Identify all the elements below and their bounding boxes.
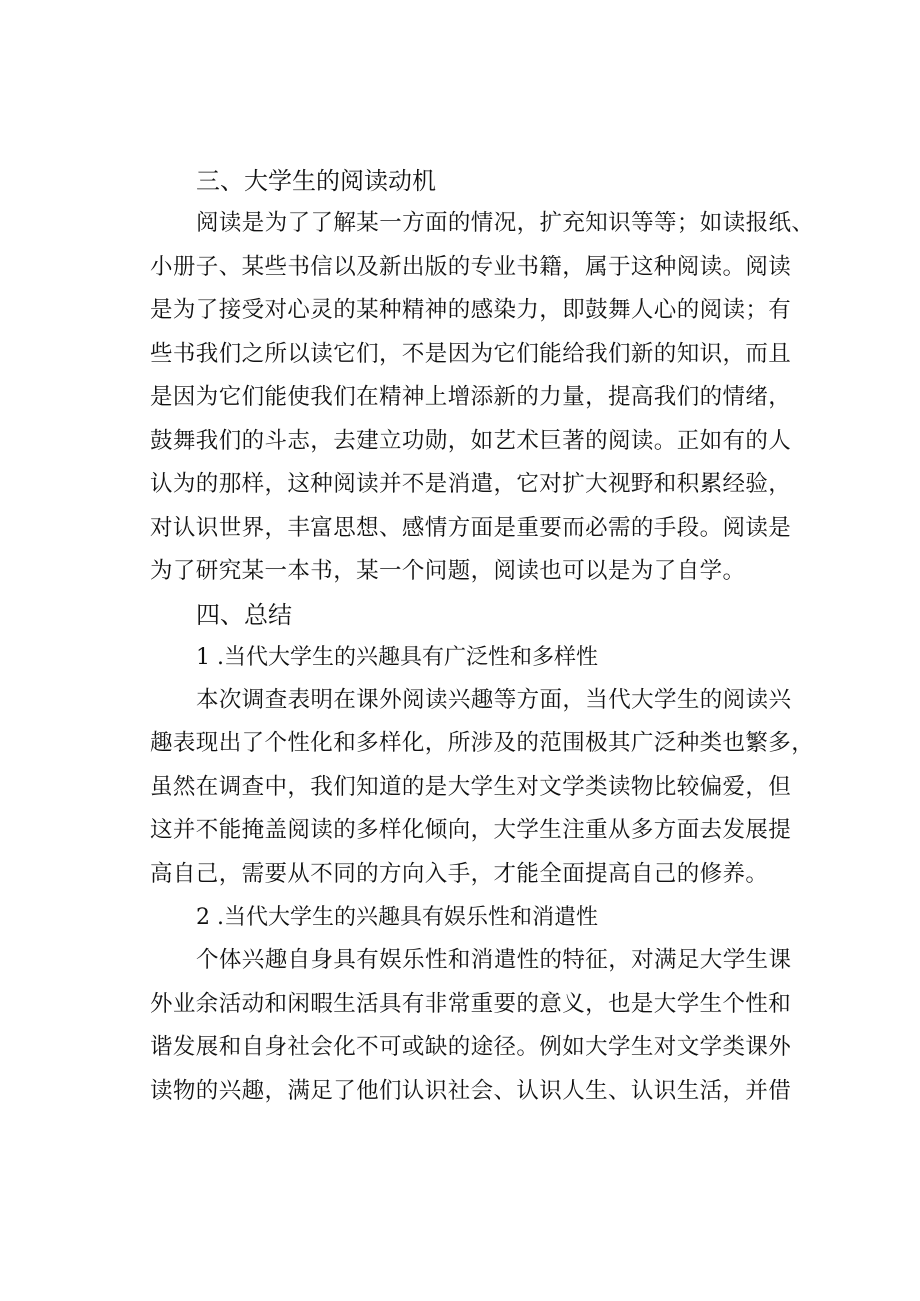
paragraph-line: 是因为它们能使我们在精神上增添新的力量，提高我们的情绪， (150, 384, 792, 410)
point-1-heading: 1 .当代大学生的兴趣具有广泛性和多样性 (196, 644, 598, 670)
paragraph-line: 认为的那样，这种阅读并不是消遣，它对扩大视野和积累经验， (150, 471, 792, 497)
paragraph-line: 虽然在调查中，我们知道的是大学生对文学类读物比较偏爱，但 (150, 773, 792, 800)
point-2-paragraph (150, 939, 820, 1113)
paragraph-line: 个体兴趣自身具有娱乐性和消遣性的特征，对满足大学生课 (196, 947, 792, 973)
point-2-heading: 2 .当代大学生的兴趣具有娱乐性和消遣性 (196, 905, 598, 930)
paragraph-line: 小册子、某些书信以及新出版的专业书籍，属于这种阅读。阅读 (150, 253, 792, 280)
point-1-paragraph (150, 679, 820, 897)
paragraph-line: 为了研究某一本书，某一个问题，阅读也可以是为了自学。 (150, 558, 746, 584)
section-3-heading: 三、大学生的阅读动机 (196, 167, 436, 195)
document-body (150, 160, 820, 1113)
paragraph-line: 些书我们之所以读它们，不是因为它们能给我们新的知识，而且 (150, 340, 792, 367)
paragraph-line: 阅读是为了了解某一方面的情况，扩充知识等等；如读报纸、 (196, 210, 815, 236)
paragraph-line: 读物的兴趣，满足了他们认识社会、认识人生、认识生活，并借 (150, 1077, 792, 1104)
paragraph-line: 对认识世界，丰富思想、感情方面是重要而必需的手段。阅读是 (150, 514, 792, 541)
section-3-paragraph (150, 202, 820, 594)
paragraph-line: 这并不能掩盖阅读的多样化倾向，大学生注重从多方面去发展提 (150, 817, 792, 843)
paragraph-line: 鼓舞我们的斗志，去建立功勋，如艺术巨著的阅读。正如有的人 (150, 427, 792, 454)
paragraph-line: 谐发展和自身社会化不可或缺的途径。例如大学生对文学类课外 (150, 1034, 792, 1060)
section-4-heading: 四、总结 (196, 600, 292, 629)
paragraph-line: 是为了接受对心灵的某种精神的感染力，即鼓舞人心的阅读；有 (150, 297, 792, 323)
paragraph-line: 外业余活动和闲暇生活具有非常重要的意义，也是大学生个性和 (150, 990, 792, 1017)
paragraph-line: 高自己，需要从不同的方向入手，才能全面提高自己的修养。 (150, 860, 769, 887)
paragraph-line: 趣表现出了个性化和多样化，所涉及的范围极其广泛种类也繁多， (150, 730, 815, 756)
paragraph-line: 本次调查表明在课外阅读兴趣等方面，当代大学生的阅读兴 (196, 686, 792, 713)
